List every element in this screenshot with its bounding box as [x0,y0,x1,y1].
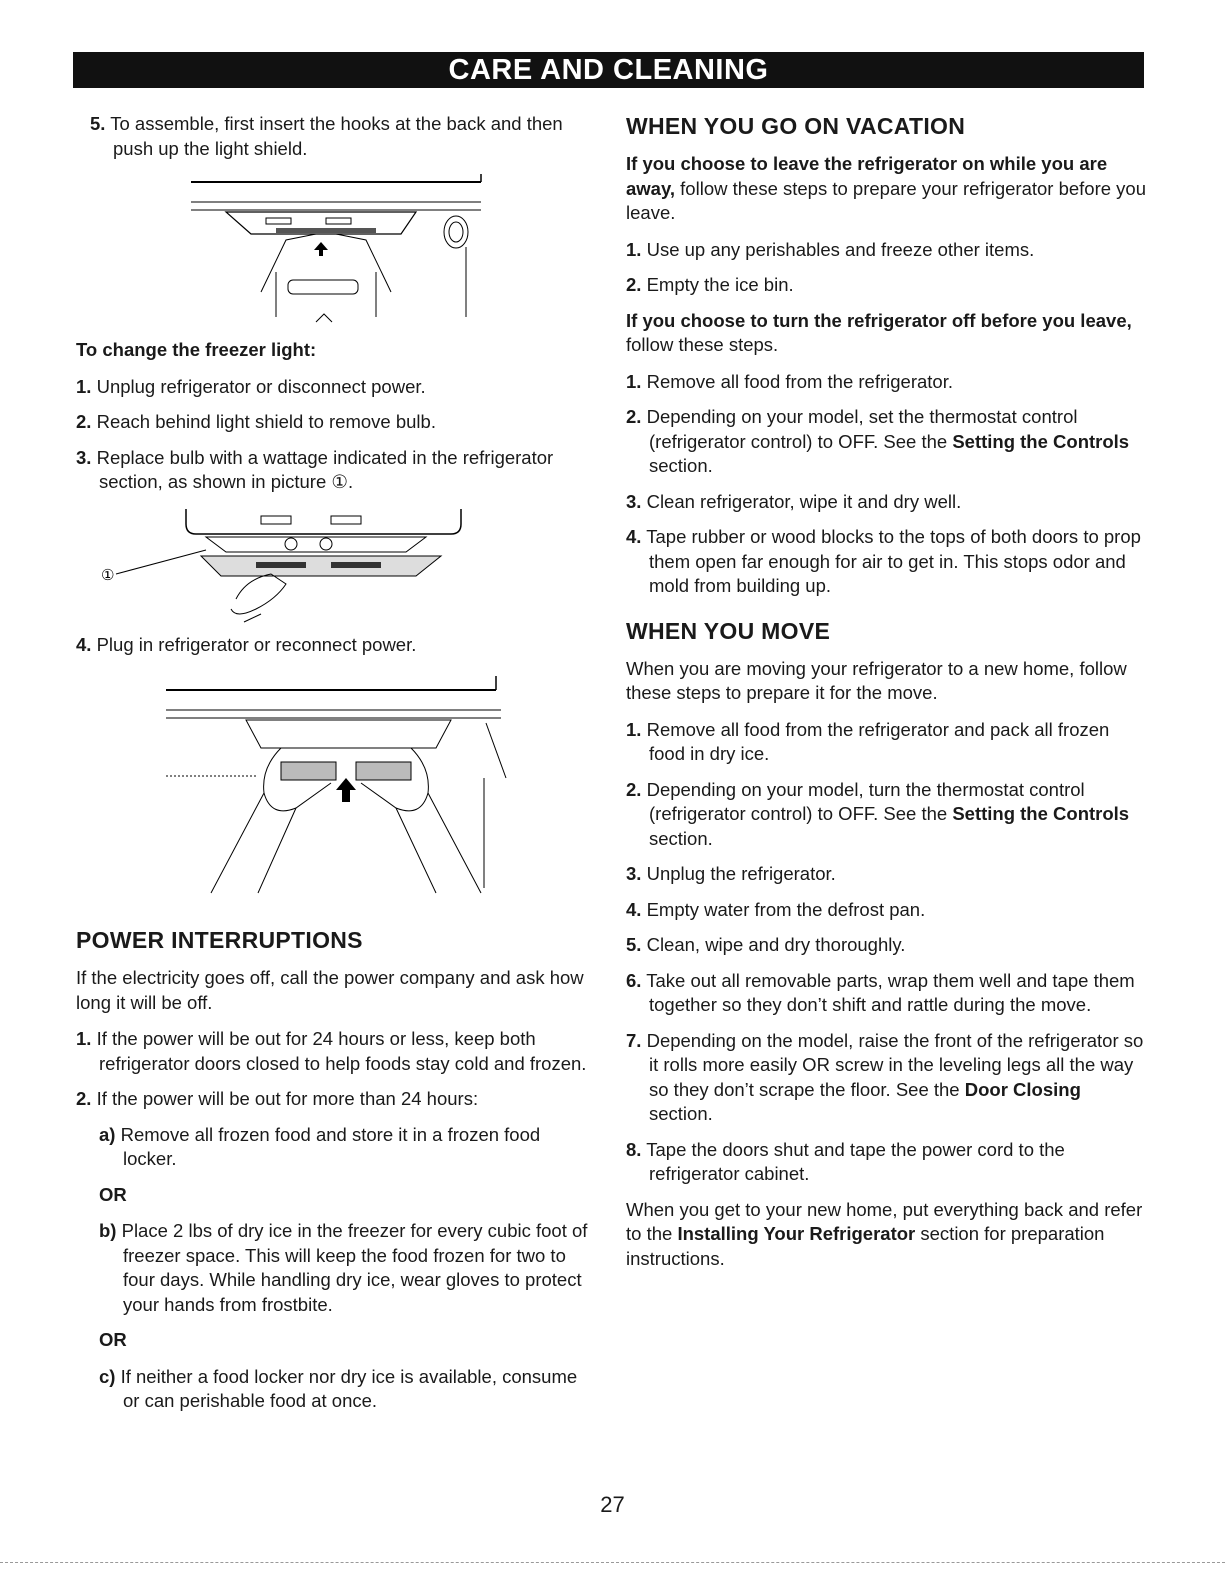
vacation-step: 2. Empty the ice bin. [626,274,794,295]
section-banner: CARE AND CLEANING [73,52,1144,88]
vacation-step: 1. Use up any perishables and freeze other items. [626,238,1035,260]
move-step: 3. Unplug the refrigerator. [626,863,836,884]
move-closing: When you get to your new home, put everything back and refer to the Installing Your Refrigerator section for preparation instructions. [626,1198,1143,1269]
callout-number-1: ① [101,565,115,584]
move-step: 1. Remove all food from the refrigerator and pack all frozen food in dry ice. [626,718,1110,764]
or-label: OR [99,1183,127,1205]
freezer-step: 3. Replace bulb with a wattage indicated in the refrigerator section, as shown in picture ①. [76,446,554,492]
power-item: 2. If the power will be out for more than 24 hours: [76,1088,479,1109]
freezer-light-heading: To change the freezer light: [76,339,317,360]
move-intro: When you are moving your refrigerator to a new home, follow these steps to prepare it for the move. [626,657,1127,703]
freezer-step: 2. Reach behind light shield to remove bulb. [76,411,436,432]
move-step: 7. Depending on the model, raise the front of the refrigerator so it rolls more easily OR screw in the leveling legs all the way so they don’t scrape the floor. See the Door Closing section. [626,1029,1144,1124]
or-label: OR [99,1329,127,1350]
power-subitem-a: a) Remove all frozen food and store it in a frozen food locker. [99,1123,541,1169]
power-subitem-b: b) Place 2 lbs of dry ice in the freezer for every cubic foot of freezer space. This will keep the food frozen for two to four days. While handling dry ice, wear gloves to protect your hands from frostbite. [99,1220,588,1315]
page-number: 27 [600,1492,625,1517]
hands-light-shield-figure [166,668,586,908]
vacation-off-step: 1. Remove all food from the refrigerator. [626,370,953,392]
vacation-off-step: 4. Tape rubber or wood blocks to the tops of both doors to prop them open far enough for air to get in. This stops odor and mold from building up. [626,526,1141,596]
power-item: 1. If the power will be out for 24 hours or less, keep both refrigerator doors closed to help foods stay cold and frozen. [76,1028,587,1074]
power-interruptions-heading: POWER INTERRUPTIONS [76,927,363,953]
vacation-lead-off: If you choose to turn the refrigerator off before you leave, follow these steps. [626,309,1132,355]
move-step: 2. Depending on your model, turn the thermostat control (refrigerator control) to OFF. See the Setting the Controls section. [626,778,1130,849]
vacation-lead-on: If you choose to leave the refrigerator on while you are away, follow these steps to prepare your refrigerator before you leave. [626,153,1147,223]
freezer-step: 1. Unplug refrigerator or disconnect power. [76,375,426,397]
move-step: 8. Tape the doors shut and tape the power cord to the refrigerator cabinet. [626,1138,1065,1184]
reconnect-step: 4. Plug in refrigerator or reconnect power. [76,633,417,655]
vacation-off-step: 3. Clean refrigerator, wipe it and dry well. [626,490,962,512]
power-subitem-c: c) If neither a food locker nor dry ice is available, consume or can perishable food at once. [99,1365,578,1411]
vacation-heading: WHEN YOU GO ON VACATION [626,113,966,139]
light-shield-assembly-figure [166,172,586,332]
vacation-off-step: 2. Depending on your model, set the thermostat control (refrigerator control) to OFF. See the Setting the Controls section. [626,406,1130,476]
right-column [626,112,1146,1283]
power-intro: If the electricity goes off, call the power company and ask how long it will be off. [76,967,584,1013]
bulb-replacement-figure [96,504,516,629]
move-step: 5. Clean, wipe and dry thoroughly. [626,934,906,955]
assemble-step: 5. To assemble, first insert the hooks at the back and then push up the light shield. [90,113,563,159]
move-step: 4. Empty water from the defrost pan. [626,898,926,920]
move-heading: WHEN YOU MOVE [626,617,831,644]
move-step: 6. Take out all removable parts, wrap them well and tape them together so they don’t shift and rattle during the move. [626,969,1135,1015]
left-column [76,112,591,1425]
bottom-divider [0,1562,1225,1563]
